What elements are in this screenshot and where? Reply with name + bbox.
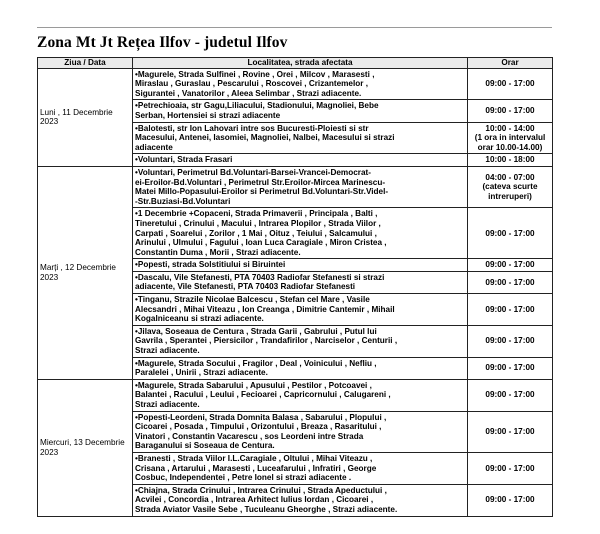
hours-cell <box>468 411 553 452</box>
location-line: Tineretului , Crinului , Macului , Intrarea Plopilor , Strada Viilor , <box>135 218 381 228</box>
hours-cell <box>468 452 553 484</box>
location-line: Constantin Duma , Morii , Strazi adiacente. <box>135 247 301 257</box>
location-line: Cicoarei , Posada , Timpului , Orizontului , Breaza , Rasaritului , <box>135 422 382 432</box>
hours-cell <box>468 122 553 154</box>
hours-line: 09:00 - 17:00 <box>485 463 535 473</box>
location-line: Paralelei , Unirii , Strazi adiacente. <box>135 368 268 378</box>
location-line: Carpati , Soarelui , Zorilor , 1 Mai , Oituz , Teiului , Salcamului , <box>135 228 377 238</box>
table-row <box>38 166 553 207</box>
location-line: •Dascalu, Vile Stefanesti, PTA 70403 Radiofar Stefanesti si strazi <box>135 272 385 282</box>
location-cell <box>133 411 468 452</box>
day-date-cell: Marți , 12 Decembrie 2023 <box>38 166 133 379</box>
location-line: ei-Eroilor-Bd.Voluntari , Perimetrul Str.Eroilor-Mircea Marinescu- <box>135 177 386 187</box>
table-row <box>38 379 553 411</box>
location-line: •Branesti , Strada Viilor I.L.Caragiale , Oltului , Mihai Viteazu , <box>135 453 373 463</box>
day-date-cell: Miercuri, 13 Decembrie 2023 <box>38 379 133 516</box>
table-body <box>38 68 553 516</box>
location-cell <box>133 68 468 100</box>
location-cell <box>133 154 468 167</box>
location-line: •Popesti-Leordeni, Strada Domnita Balasa , Sabarului , Plopului , <box>135 412 387 422</box>
location-line: •Magurele, Strada Sulfinei , Rovine , Orei , Milcov , Marasesti , <box>135 69 375 79</box>
location-line: •Petrechioaia, str Gagu,Liliacului, Stadionului, Magnoliei, Bebe <box>135 101 379 111</box>
header-location: Localitatea, strada afectata <box>133 58 468 69</box>
hours-line: 09:00 - 17:00 <box>485 495 535 505</box>
table-header-row <box>38 58 553 69</box>
location-line: Serban, Hortensiei si strazi adiacente <box>135 110 281 120</box>
location-line: Crisana , Artarului , Marasesti , Luceafarului , Infratiri , George <box>135 463 377 473</box>
location-cell <box>133 357 468 379</box>
location-cell <box>133 122 468 154</box>
hours-line: 09:00 - 17:00 <box>485 336 535 346</box>
location-line: Baraganului si Soseaua de Centura. <box>135 441 275 451</box>
hours-line: 09:00 - 17:00 <box>485 304 535 314</box>
hours-line: 04:00 - 07:00 <box>485 172 535 182</box>
location-cell <box>133 379 468 411</box>
location-cell <box>133 208 468 259</box>
hours-line: orar 10.00-14.00) <box>477 142 543 152</box>
location-line: •1 Decembrie +Copaceni, Strada Primaverii , Principala , Balti , <box>135 209 378 219</box>
location-cell <box>133 259 468 272</box>
hours-cell <box>468 484 553 516</box>
top-rule <box>37 27 552 28</box>
table-row <box>38 68 553 100</box>
hours-line: 10:00 - 14:00 <box>485 123 535 133</box>
location-line: adiacente <box>135 142 173 152</box>
location-line: Alecsandri , Mihai Viteazu , Ion Creanga , Dimitrie Cantemir , Mihail <box>135 304 395 314</box>
location-line: •Magurele, Strada Sabarului , Apusului , Pestilor , Potcoavei , <box>135 380 372 390</box>
hours-cell <box>468 294 553 326</box>
location-cell <box>133 166 468 207</box>
hours-line: 09:00 - 17:00 <box>485 106 535 116</box>
location-line: •Voluntari, Strada Frasari <box>135 155 233 165</box>
location-cell <box>133 484 468 516</box>
location-line: -Str.Buziasi-Bd.Voluntari <box>135 196 231 206</box>
location-line: Vinatori , Constantin Vacarescu , sos Leordeni intre Strada <box>135 431 364 441</box>
hours-cell <box>468 166 553 207</box>
location-line: Matei Millo-Popasului-Eroilor si Perimetrul Bd.Voluntari-Str.Videl- <box>135 187 389 197</box>
location-line: Miraslau , Guraslau , Pescarului , Roscovei , Crizantemelor , <box>135 79 368 89</box>
hours-line: (cateva scurte <box>482 182 538 192</box>
location-line: •Magurele, Strada Socului , Fragilor , Deal , Voinicului , Nefliu , <box>135 358 377 368</box>
location-line: •Chiajna, Strada Crinului , Intrarea Crinului , Strada Apeductului , <box>135 485 387 495</box>
hours-line: 09:00 - 17:00 <box>485 363 535 373</box>
hours-line: 09:00 - 17:00 <box>485 228 535 238</box>
location-line: •Jilava, Soseaua de Centura , Strada Garii , Gabrului , Putul lui <box>135 326 377 336</box>
hours-cell <box>468 325 553 357</box>
location-line: Arinului , Ulmului , Fagului , Ioan Luca Caragiale , Miron Cristea , <box>135 238 387 248</box>
hours-cell <box>468 379 553 411</box>
hours-cell <box>468 208 553 259</box>
location-line: •Voluntari, Perimetrul Bd.Voluntari-Barsei-Vrancei-Democrat- <box>135 167 371 177</box>
hours-line: 10:00 - 18:00 <box>485 155 535 165</box>
location-line: Macesului, Antenei, Iasomiei, Magnoliei, Nalbei, Macesului si strazi <box>135 133 395 143</box>
hours-line: (1 ora in intervalul <box>474 133 546 143</box>
location-line: Kogalniceanu si strazi adiacente. <box>135 314 264 324</box>
location-cell <box>133 325 468 357</box>
location-cell <box>133 100 468 122</box>
location-line: •Tinganu, Strazile Nicolae Balcescu , Stefan cel Mare , Vasile <box>135 295 370 305</box>
hours-line: 09:00 - 17:00 <box>485 260 535 270</box>
hours-line: 09:00 - 17:00 <box>485 390 535 400</box>
outage-schedule-table <box>37 57 553 517</box>
location-line: •Popesti, strada Solstitiului si Biruintei <box>135 260 286 270</box>
location-line: adiacente, Vile Stefanesti, PTA 70403 Radiofar Stefanesti <box>135 282 356 292</box>
header-day: Ziua / Data <box>38 58 133 69</box>
location-cell <box>133 271 468 293</box>
location-line: Sigurantei , Vanatorilor , Aleea Selimbar , Strazi adiacente. <box>135 88 362 98</box>
location-line: Gavrila , Sperantei , Piersicilor , Trandafirilor , Narciselor , Centurii , <box>135 336 398 346</box>
hours-cell <box>468 271 553 293</box>
hours-line: 09:00 - 17:00 <box>485 79 535 89</box>
header-hours: Orar <box>468 58 553 69</box>
location-line: Strazi adiacente. <box>135 346 200 356</box>
location-cell <box>133 294 468 326</box>
day-date-cell: Luni , 11 Decembrie 2023 <box>38 68 133 166</box>
location-line: Cosbuc, Independentei , Petre Ionel si strazi adiacente . <box>135 473 352 483</box>
hours-line: 09:00 - 17:00 <box>485 277 535 287</box>
location-line: Strada Aviator Vasile Sebe , Tuculeanu Gheorghe , Strazi adiacente. <box>135 504 398 514</box>
location-line: Balantei , Racului , Leului , Fecioarei , Capricornului , Calugareni , <box>135 390 391 400</box>
hours-cell <box>468 68 553 100</box>
hours-cell <box>468 100 553 122</box>
location-cell <box>133 452 468 484</box>
page-title: Zona Mt Jt Rețea Ilfov - judetul Ilfov <box>37 34 288 51</box>
hours-cell <box>468 357 553 379</box>
location-line: Strazi adiacente. <box>135 400 200 409</box>
location-line: Acvilei , Concordia , Intrarea Arhitect Iulius Iordan , Cicoarei , <box>135 495 374 505</box>
hours-cell <box>468 154 553 167</box>
hours-cell <box>468 259 553 272</box>
hours-line: intreruperi) <box>488 191 532 201</box>
hours-line: 09:00 - 17:00 <box>485 426 535 436</box>
location-line: •Balotesti, str Ion Lahovari intre sos Bucuresti-Ploiesti si str <box>135 123 369 133</box>
